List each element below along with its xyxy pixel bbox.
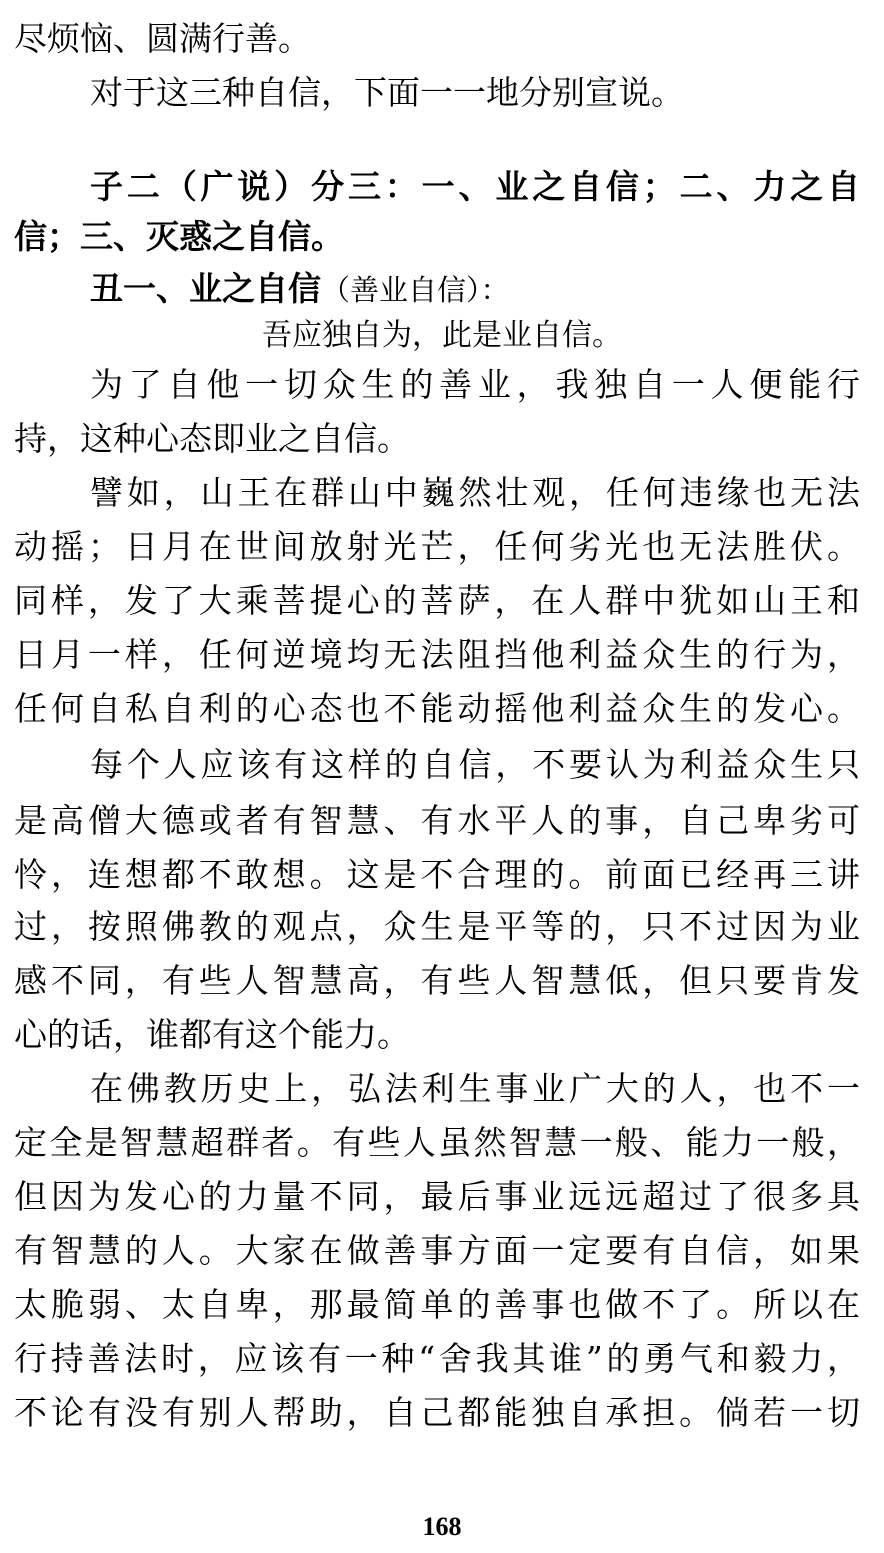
text-line: 怜，连想都不敢想。这是不合理的。前面已经再三讲 (14, 855, 860, 894)
text-line: 是高僧大德或者有智慧、有水平人的事，自己卑劣可 (14, 801, 860, 840)
text-line: 在佛教历史上，弘法利生事业广大的人，也不一 (90, 1069, 860, 1108)
text-line: 行持善法时，应该有一种“舍我其谁”的勇气和毅力， (14, 1339, 860, 1378)
text-line: 但因为发心的力量不同，最后事业远远超过了很多具 (14, 1177, 860, 1216)
text-line: 动摇；日月在世间放射光芒，任何劣光也无法胜伏。 (14, 527, 860, 566)
section-heading: 信；三、灭惑之自信。 (14, 217, 344, 256)
text-line: 不论有没有别人帮助，自己都能独自承担。倘若一切 (14, 1393, 860, 1432)
text-line: 譬如，山王在群山中巍然壮观，任何违缘也无法 (90, 473, 860, 512)
text-line: 尽烦恼、圆满行善。 (14, 19, 311, 58)
section-heading: 子二（广说）分三：一、业之自信；二、力之自 (90, 167, 860, 206)
subsection-title: 丑一、业之自信 (90, 269, 321, 308)
verse-line: 吾应独自为，此是业自信。 (262, 318, 622, 353)
subsection-note: （善业自信）： (321, 273, 510, 307)
text-line: 同样，发了大乘菩提心的菩萨，在人群中犹如山王和 (14, 581, 860, 620)
text-line: 持，这种心态即业之自信。 (14, 419, 410, 458)
text-line: 过，按照佛教的观点，众生是平等的，只不过因为业 (14, 907, 860, 946)
text-line: 感不同，有些人智慧高，有些人智慧低，但只要肯发 (14, 961, 860, 1000)
text-line: 对于这三种自信，下面一一地分别宣说。 (90, 73, 684, 112)
text-line: 太脆弱、太自卑，那最简单的善事也做不了。所以在 (14, 1285, 860, 1324)
text-line: 心的话，谁都有这个能力。 (14, 1015, 410, 1054)
text-line: 定全是智慧超群者。有些人虽然智慧一般、能力一般， (14, 1123, 860, 1162)
text-line: 任何自私自利的心态也不能动摇他利益众生的发心。 (14, 689, 860, 728)
subsection-heading (90, 262, 860, 316)
page-number: 168 (422, 1512, 462, 1541)
text-line: 为了自他一切众生的善业，我独自一人便能行 (90, 365, 860, 404)
text-line: 每个人应该有这样的自信，不要认为利益众生只 (90, 745, 860, 784)
text-line: 有智慧的人。大家在做善事方面一定要有自信，如果 (14, 1231, 860, 1270)
text-line: 日月一样，任何逆境均无法阻挡他利益众生的行为， (14, 635, 860, 674)
